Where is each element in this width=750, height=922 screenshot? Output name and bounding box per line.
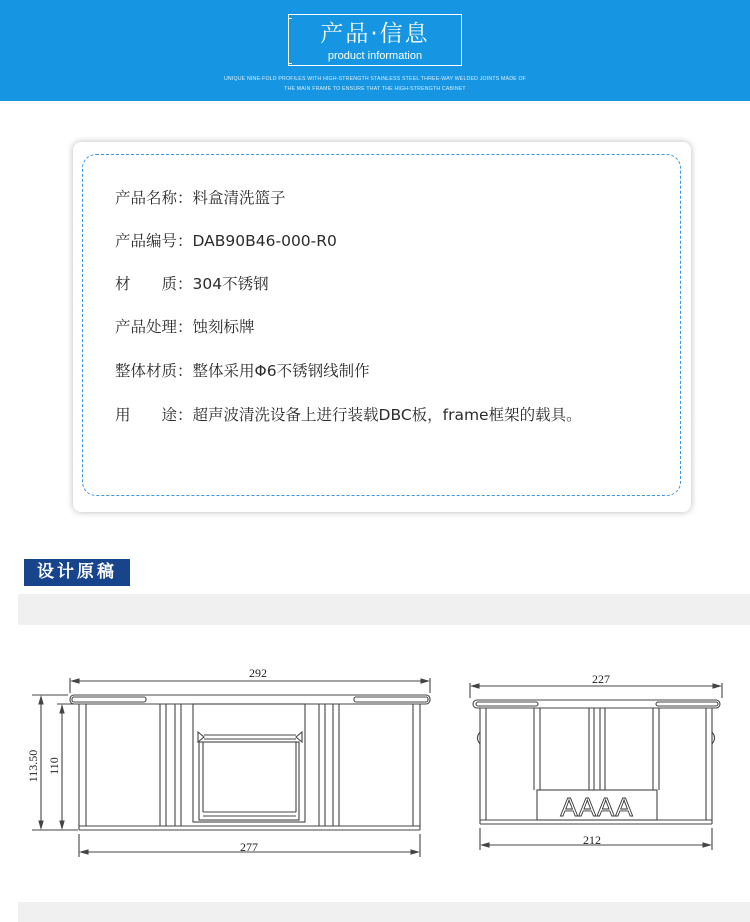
info-label: 材 质： <box>115 275 193 293</box>
info-value: DAB90B46-000-R0 <box>192 232 337 250</box>
info-label: 产品编号： <box>115 232 193 250</box>
info-value: 超声波清洗设备上进行装载DBC板，frame框架的载具。 <box>192 406 582 424</box>
front-bottom-width-label: 277 <box>240 840 258 854</box>
info-value: 整体采用Φ6不锈钢线制作 <box>192 362 370 380</box>
header-subtitle: product information <box>327 50 423 62</box>
info-value: 304不锈钢 <box>192 275 269 293</box>
info-value: 料盒清洗篮子 <box>192 189 286 207</box>
front-inner-height-label: 110 <box>47 757 61 775</box>
info-label: 产品名称： <box>115 189 193 207</box>
info-label: 整体材质： <box>115 362 193 380</box>
header-description-line2: THE MAIN FRAME TO ENSURE THAT THE HIGH-STRENGTH CABINET <box>284 86 466 92</box>
header-description-line1: UNIQUE NINE-FOLD PROFILES WITH HIGH-STRENGTH STAINLESS STEEL THREE-WAY WELDED JOINTS MADE OF <box>223 76 527 82</box>
side-bottom-width-label: 212 <box>583 833 601 847</box>
front-outer-height-label: 113.50 <box>26 749 40 783</box>
side-plate-label: AAAA <box>560 792 634 822</box>
side-top-width-label: 227 <box>592 672 610 686</box>
design-section-title: 设计原稿 <box>24 559 130 586</box>
info-label: 用 途： <box>115 406 193 424</box>
front-top-width-label: 292 <box>249 666 267 680</box>
side-view <box>470 683 722 850</box>
header-title: 产品·信息 <box>320 21 430 47</box>
info-label: 产品处理： <box>115 318 193 336</box>
front-view <box>32 678 430 857</box>
info-value: 蚀刻标牌 <box>192 318 255 336</box>
